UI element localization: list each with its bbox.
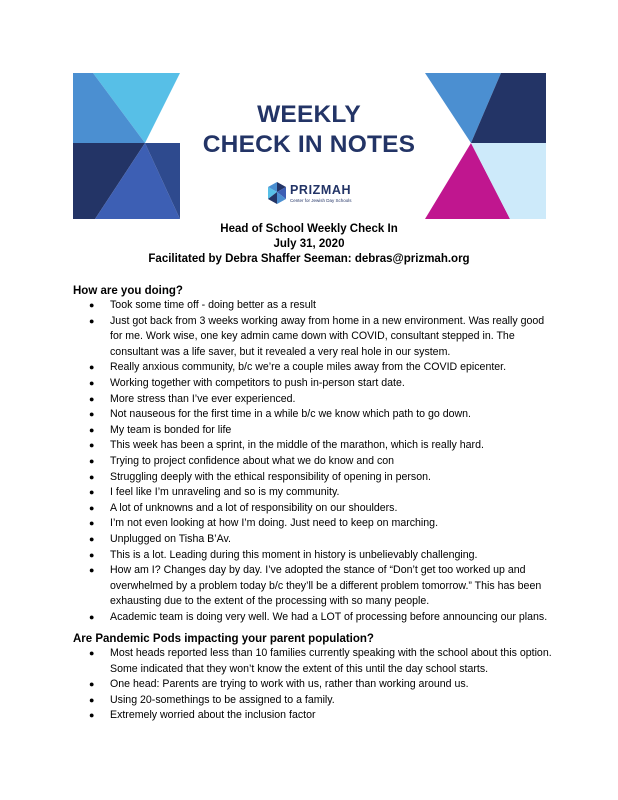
list-item: ● How am I? Changes day by day. I’ve adopted the stance of “Don’t get too worked up and overwhelmed by a problem today b/c they’ll be a different problem tomorrow.” This has been exhausting due to the extent of the processing with so many people. (89, 564, 542, 608)
bullet-icon: ● (89, 502, 95, 513)
weekly-check-in-banner (73, 73, 546, 219)
facilitator-line: Facilitated by Debra Shaffer Seeman: debras@prizmah.org (148, 253, 470, 265)
list-item: ● Really anxious community, b/c we’re a couple miles away from the COVID epicenter. (73, 360, 553, 376)
bullet-icon: ● (89, 377, 95, 388)
bullet-icon: ● (89, 393, 95, 404)
section-heading-how-are-you-doing: How are you doing? (73, 285, 183, 297)
section-heading-pandemic-pods: Are Pandemic Pods impacting your parent population? (73, 633, 374, 645)
bullet-icon: ● (89, 694, 95, 705)
prizmah-logo (268, 180, 378, 212)
pandemic-pods-list (73, 646, 553, 724)
list-item: ● More stress than I’ve ever experienced. (73, 392, 553, 408)
meeting-date: July 31, 2020 (273, 238, 345, 250)
bullet-icon: ● (89, 424, 95, 435)
list-item: ● This week has been a sprint, in the middle of the marathon, which is really hard. (73, 438, 553, 454)
list-item: ● Took some time off - doing better as a result (73, 298, 553, 314)
list-item: ● Working together with competitors to push in-person start date. (73, 376, 553, 392)
prizmah-logo-tagline: Center for Jewish Day Schools (290, 198, 352, 203)
list-item: ● Just got back from 3 weeks working away from home in a new environment. Was really good for me. Work wise, one key admin came down with COVID, consultant stepped in. The consultant was a life saver, but it revealed a very real hole in our system. (89, 314, 545, 358)
bullet-icon: ● (89, 409, 95, 420)
list-item: ● My team is bonded for life (73, 423, 553, 439)
bullet-icon: ● (89, 679, 95, 690)
banner-title-line2: CHECK IN NOTES (202, 131, 416, 158)
bullet-icon: ● (89, 518, 95, 529)
bullet-icon: ● (89, 300, 95, 310)
list-item: ● Trying to project confidence about what we do know and con (73, 454, 553, 470)
bullet-icon: ● (89, 565, 95, 576)
meeting-header (0, 222, 618, 267)
list-item: ● One head: Parents are trying to work with us, rather than working around us. (73, 677, 553, 693)
bullet-icon: ● (89, 549, 95, 560)
list-item: ● Unplugged on Tisha B’Av. (73, 532, 553, 548)
list-item: ● Extremely worried about the inclusion factor (73, 708, 553, 724)
banner-title-line1: WEEKLY (257, 101, 361, 128)
prizmah-logo-icon (268, 182, 286, 204)
bullet-icon: ● (89, 710, 95, 721)
list-item: ● Using 20-somethings to be assigned to a family. (73, 693, 553, 709)
list-item: ● Academic team is doing very well. We had a LOT of processing before announcing our plans. (73, 610, 553, 626)
list-item: ● Not nauseous for the first time in a while b/c we know which path to go down. (73, 407, 553, 423)
bullet-icon: ● (89, 315, 95, 326)
prizmah-logo-wordmark: PRIZMAH (290, 183, 352, 197)
how-are-you-doing-list (73, 298, 553, 625)
bullet-icon: ● (89, 487, 95, 498)
bullet-icon: ● (89, 440, 95, 451)
meeting-title: Head of School Weekly Check In (220, 223, 398, 235)
list-item: ● Most heads reported less than 10 families currently speaking with the school about this option. Some indicated that they won’t know the extent of this until the day school starts. (89, 647, 552, 675)
list-item: ● I feel like I’m unraveling and so is my community. (73, 485, 553, 501)
bullet-icon: ● (89, 611, 95, 622)
bullet-icon: ● (89, 533, 95, 544)
list-item: ● Struggling deeply with the ethical responsibility of opening in person. (73, 470, 553, 486)
list-item: ● A lot of unknowns and a lot of responsibility on our shoulders. (73, 501, 553, 517)
list-item: ● I’m not even looking at how I’m doing. Just need to keep on marching. (73, 516, 553, 532)
bullet-icon: ● (89, 455, 95, 466)
bullet-icon: ● (89, 648, 95, 658)
list-item: ● This is a lot. Leading during this moment in history is unbelievably challenging. (73, 548, 553, 564)
bullet-icon: ● (89, 362, 95, 373)
bullet-icon: ● (89, 471, 95, 482)
